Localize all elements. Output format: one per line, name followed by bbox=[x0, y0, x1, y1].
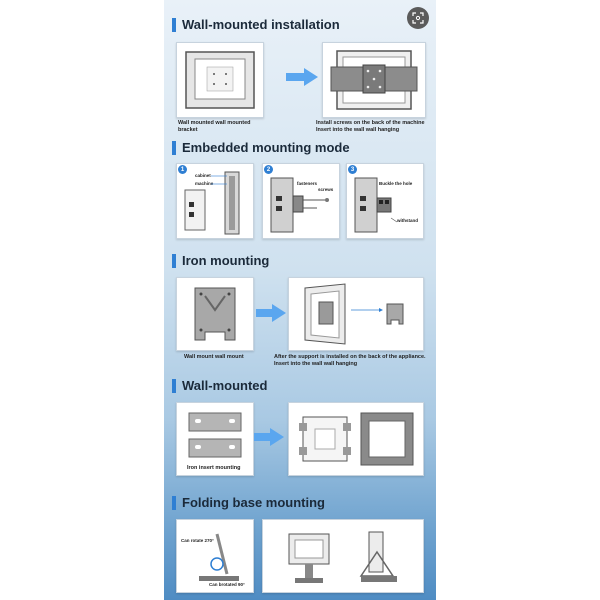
screws-image-card bbox=[322, 42, 426, 118]
section-marker bbox=[172, 141, 176, 155]
label-cabinet: cabinet bbox=[195, 173, 211, 178]
stand-views-illustration bbox=[281, 528, 411, 586]
section-marker bbox=[172, 254, 176, 268]
caption-after-support: After the support is installed on the back of the appliance. Insert into the wall wall hanging bbox=[274, 354, 426, 367]
section-title-text: Wall-mounted bbox=[182, 378, 268, 393]
iron-mount-card bbox=[176, 277, 254, 351]
label-rotate-90: Can brotated 90° bbox=[209, 582, 245, 587]
scan-icon bbox=[412, 12, 424, 24]
cabinet-illustration bbox=[181, 170, 249, 236]
step-number-badge: 1 bbox=[178, 165, 187, 174]
monitor-front-illustration bbox=[185, 51, 255, 109]
bracket-image-card bbox=[176, 42, 264, 118]
caption-wall-mount: Wall mount wall mount bbox=[184, 354, 244, 360]
caption-iron-insert: Iron insert mounting bbox=[187, 465, 241, 471]
embedded-step-3-card bbox=[346, 163, 424, 239]
section-title-wall-mounted bbox=[172, 378, 267, 393]
label-rotate-270: Can rotate 270° bbox=[181, 538, 214, 543]
folding-base-views-card bbox=[262, 519, 424, 593]
section-marker bbox=[172, 496, 176, 510]
scan-button[interactable] bbox=[407, 7, 429, 29]
section-title-text: Embedded mounting mode bbox=[182, 140, 350, 155]
section-title-text: Iron mounting bbox=[182, 253, 270, 268]
iron-plate-illustration bbox=[191, 286, 239, 342]
section-marker bbox=[172, 18, 176, 32]
caption-bracket: Wall mounted wall mounted bracket bbox=[178, 120, 251, 133]
monitor-brackets-illustration bbox=[297, 409, 417, 469]
monitor-back-illustration bbox=[329, 49, 419, 111]
embedded-step-1-card bbox=[176, 163, 254, 239]
section-title-text: Wall-mounted installation bbox=[182, 17, 340, 32]
iron-installed-card bbox=[288, 277, 424, 351]
fasteners-illustration bbox=[267, 174, 335, 236]
label-machine: machine bbox=[195, 181, 214, 186]
arrow-right-icon bbox=[256, 304, 286, 322]
section-marker bbox=[172, 379, 176, 393]
embedded-step-2-card bbox=[262, 163, 340, 239]
buckle-illustration bbox=[351, 174, 419, 236]
caption-install-screws: Install screws on the back of the machine Insert into the wall wall hanging bbox=[316, 120, 425, 133]
appliance-back-illustration bbox=[295, 282, 419, 346]
iron-insert-illustration bbox=[187, 409, 243, 463]
iron-insert-card bbox=[176, 402, 254, 476]
label-fasteners: fasteners bbox=[297, 181, 318, 186]
section-title-embedded-mounting bbox=[172, 140, 350, 155]
label-withstand: withstand bbox=[397, 218, 418, 223]
label-screws: screws bbox=[318, 187, 334, 192]
step-number-badge: 2 bbox=[264, 165, 273, 174]
wall-mounted-result-card bbox=[288, 402, 424, 476]
section-title-folding-base bbox=[172, 495, 325, 510]
folding-stand-illustration bbox=[187, 524, 249, 586]
section-title-text: Folding base mounting bbox=[182, 495, 325, 510]
section-title-iron-mounting bbox=[172, 253, 269, 268]
arrow-right-icon bbox=[254, 428, 284, 446]
arrow-right-icon bbox=[286, 68, 318, 86]
section-title-wall-mounted-installation bbox=[172, 17, 340, 32]
step-number-badge: 3 bbox=[348, 165, 357, 174]
folding-base-rotation-card bbox=[176, 519, 254, 593]
label-buckle-hole: Buckle the hole bbox=[379, 181, 413, 186]
